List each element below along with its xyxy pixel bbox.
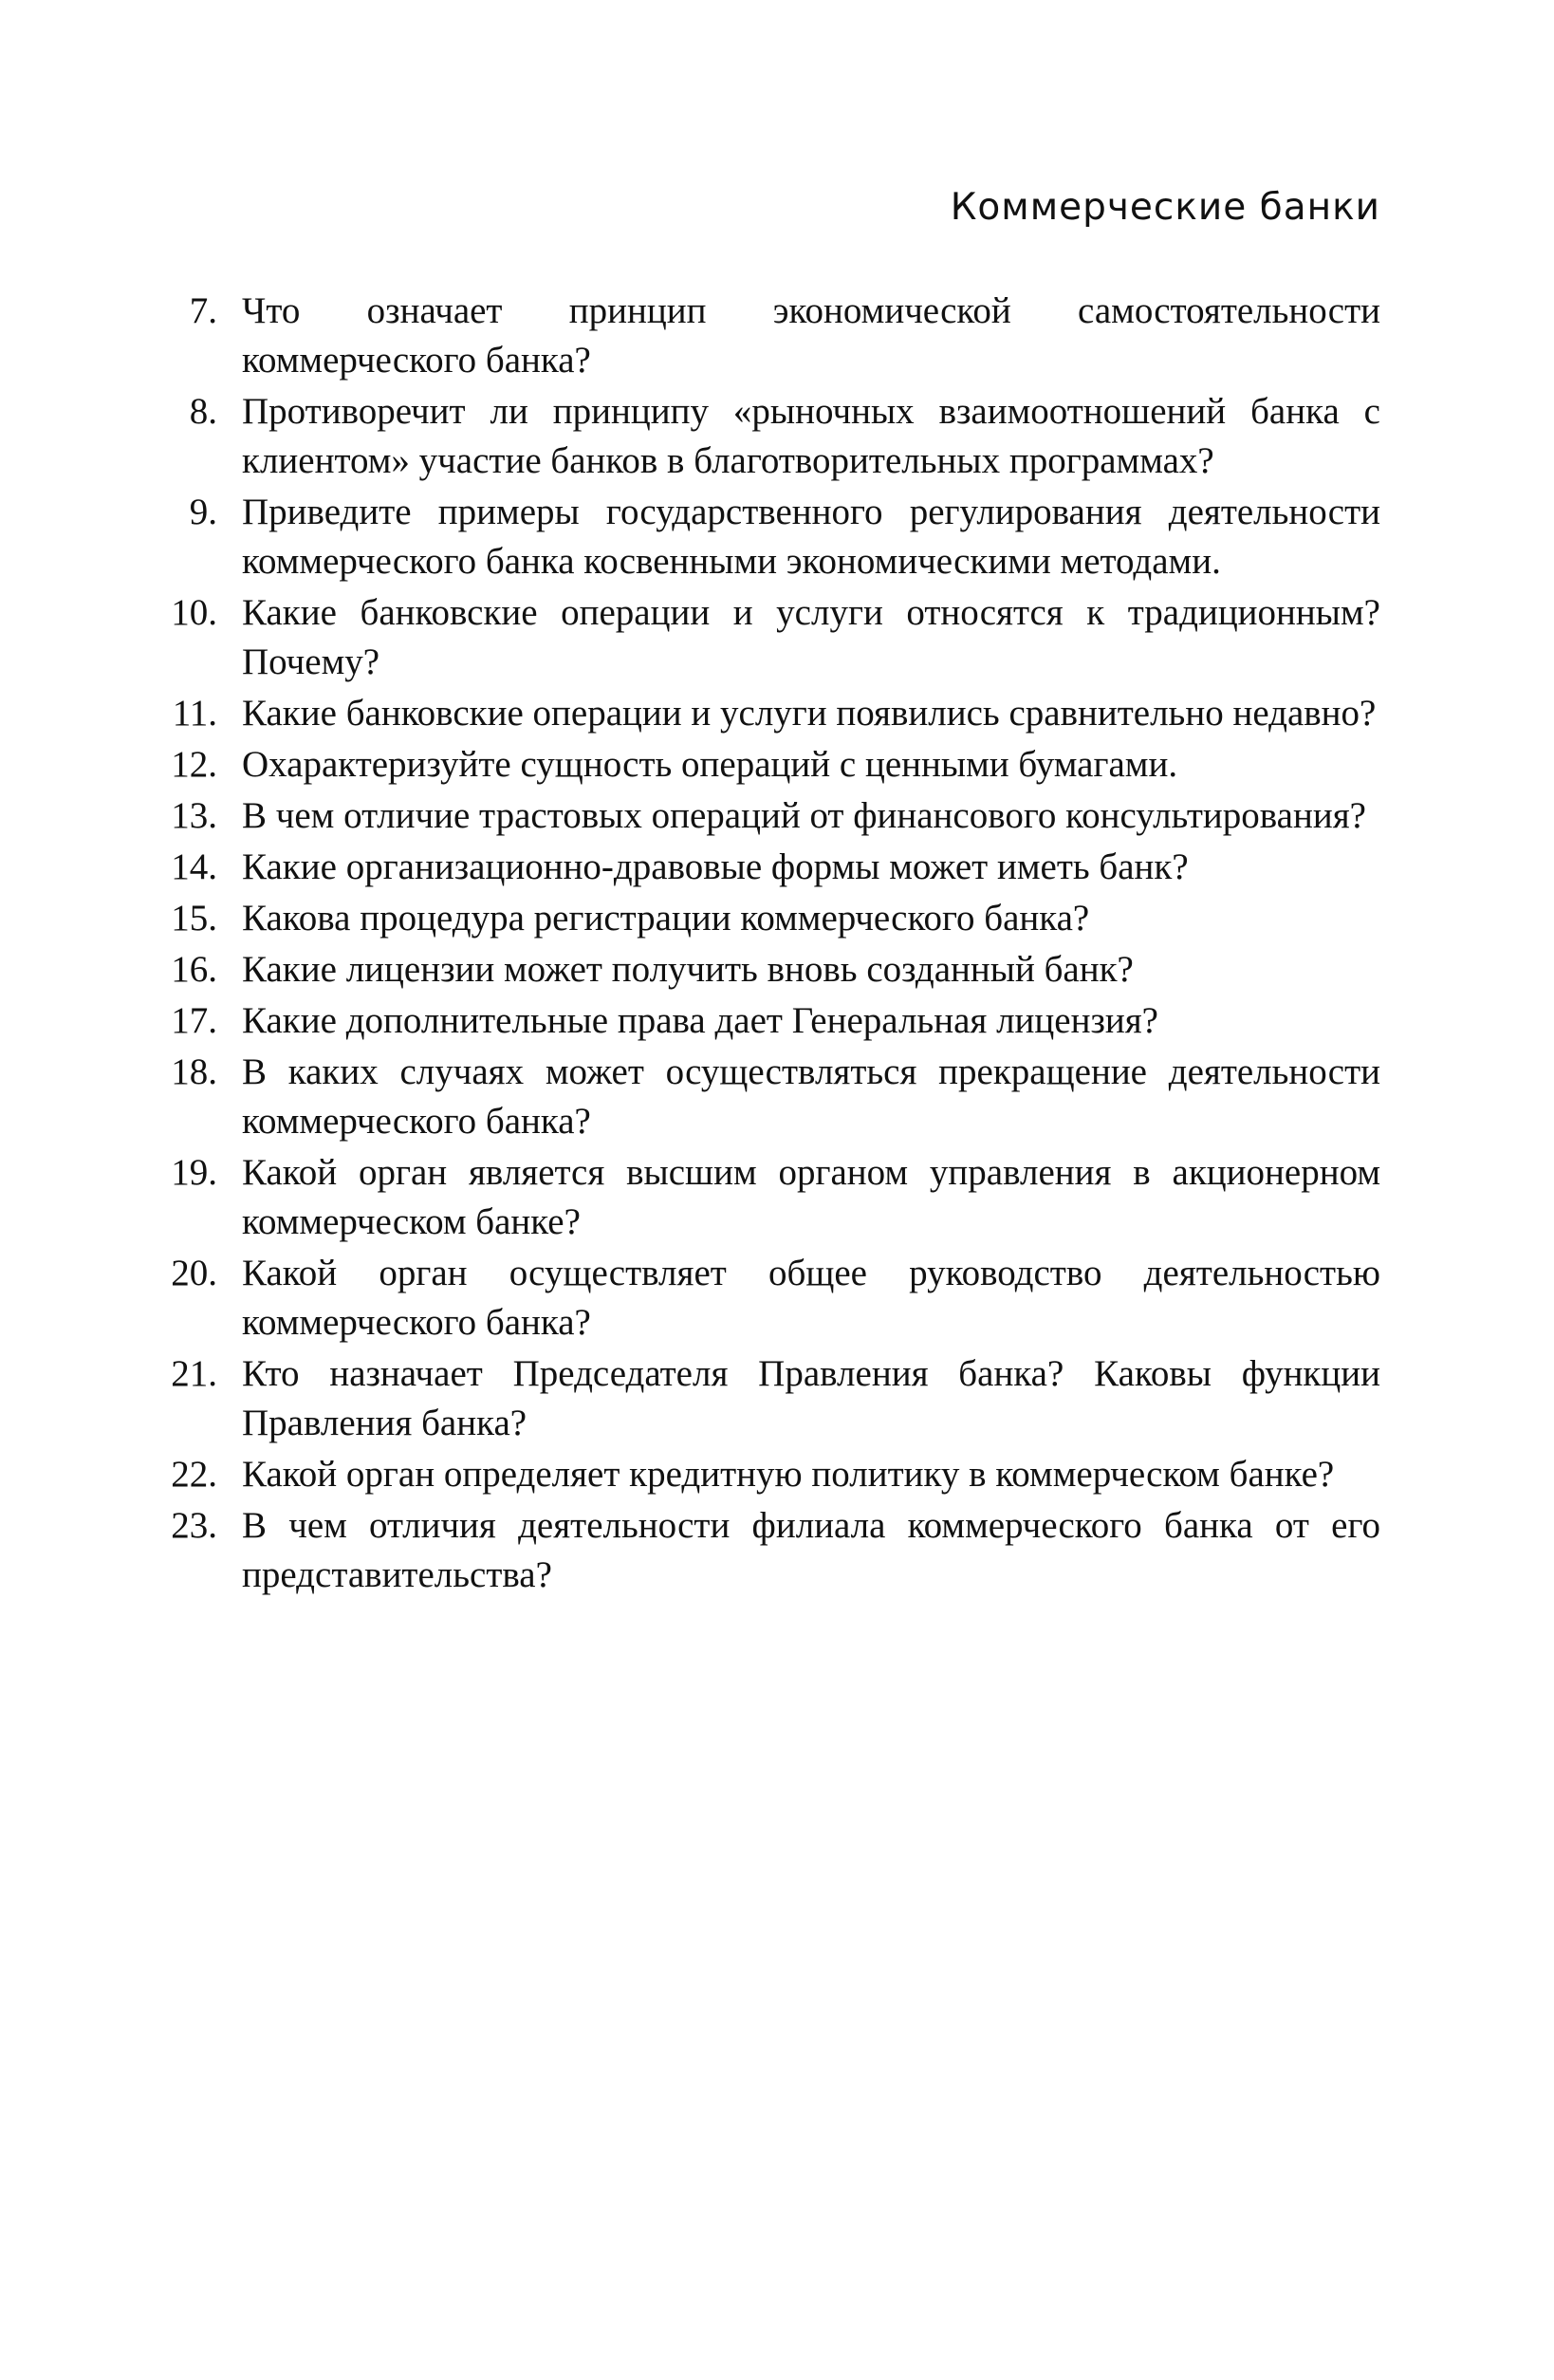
question-text: В каких случаях может осуществляться прекращение деятельности коммерческого банка? xyxy=(242,1051,1380,1142)
question-text: Приведите примеры государственного регулирования деятельности коммерческого банка косвенными экономическими методами. xyxy=(242,492,1380,582)
question-number: 18. xyxy=(171,1051,217,1092)
question-item xyxy=(157,1148,1380,1247)
question-item xyxy=(157,740,1380,790)
question-text: Какой орган осуществляет общее руководство деятельностью коммерческого банка? xyxy=(242,1253,1380,1343)
question-item xyxy=(157,1450,1380,1499)
question-item xyxy=(157,791,1380,841)
question-number: 23. xyxy=(171,1505,217,1546)
question-item xyxy=(157,387,1380,486)
question-text: Какой орган является высшим органом управления в акционерном коммерческом банке? xyxy=(242,1152,1380,1242)
question-item xyxy=(157,588,1380,687)
question-number: 8. xyxy=(189,391,217,432)
question-number: 20. xyxy=(171,1253,217,1293)
question-number: 9. xyxy=(189,492,217,532)
question-number: 17. xyxy=(171,1000,217,1041)
question-item xyxy=(157,894,1380,943)
question-text: Какие лицензии может получить вновь созданный банк? xyxy=(242,949,1134,990)
question-item xyxy=(157,996,1380,1046)
question-item xyxy=(157,1349,1380,1448)
question-item xyxy=(157,689,1380,738)
question-number: 19. xyxy=(171,1152,217,1193)
question-text: Какие банковские операции и услуги относятся к традиционным? Почему? xyxy=(242,592,1380,682)
question-text: Охарактеризуйте сущность операций с ценными бумагами. xyxy=(242,744,1178,785)
question-number: 11. xyxy=(172,693,217,734)
question-number: 16. xyxy=(171,949,217,990)
question-number: 14. xyxy=(171,846,217,887)
question-text: Какова процедура регистрации коммерческого банка? xyxy=(242,898,1090,939)
question-text: Противоречит ли принципу «рыночных взаимоотношений банка с клиентом» участие банков в благотворительных программах? xyxy=(242,391,1380,481)
question-item xyxy=(157,1048,1380,1146)
question-number: 7. xyxy=(189,290,217,331)
question-number: 13. xyxy=(171,795,217,836)
question-item xyxy=(157,488,1380,586)
running-header: Коммерческие банки xyxy=(950,186,1380,229)
question-item xyxy=(157,1501,1380,1600)
question-text: Какие организационно-дравовые формы может иметь банк? xyxy=(242,846,1189,887)
question-text: Какие банковские операции и услуги появились сравнительно недавно? xyxy=(242,693,1377,734)
question-list xyxy=(157,287,1380,1602)
question-number: 22. xyxy=(171,1454,217,1495)
question-item xyxy=(157,287,1380,385)
question-text: Кто назначает Председателя Правления банка? Каковы функции Правления банка? xyxy=(242,1353,1380,1443)
question-number: 21. xyxy=(171,1353,217,1394)
question-text: Что означает принцип экономической самостоятельности коммерческого банка? xyxy=(242,290,1380,381)
question-item xyxy=(157,945,1380,995)
question-number: 10. xyxy=(171,592,217,633)
question-item xyxy=(157,1249,1380,1348)
question-number: 15. xyxy=(171,898,217,939)
question-text: В чем отличия деятельности филиала коммерческого банка от его представительства? xyxy=(242,1505,1380,1595)
question-text: В чем отличие трастовых операций от финансового консультирования? xyxy=(242,795,1366,836)
question-text: Какие дополнительные права дает Генеральная лицензия? xyxy=(242,1000,1158,1041)
question-item xyxy=(157,843,1380,892)
question-text: Какой орган определяет кредитную политику в коммерческом банке? xyxy=(242,1454,1335,1495)
question-number: 12. xyxy=(171,744,217,785)
